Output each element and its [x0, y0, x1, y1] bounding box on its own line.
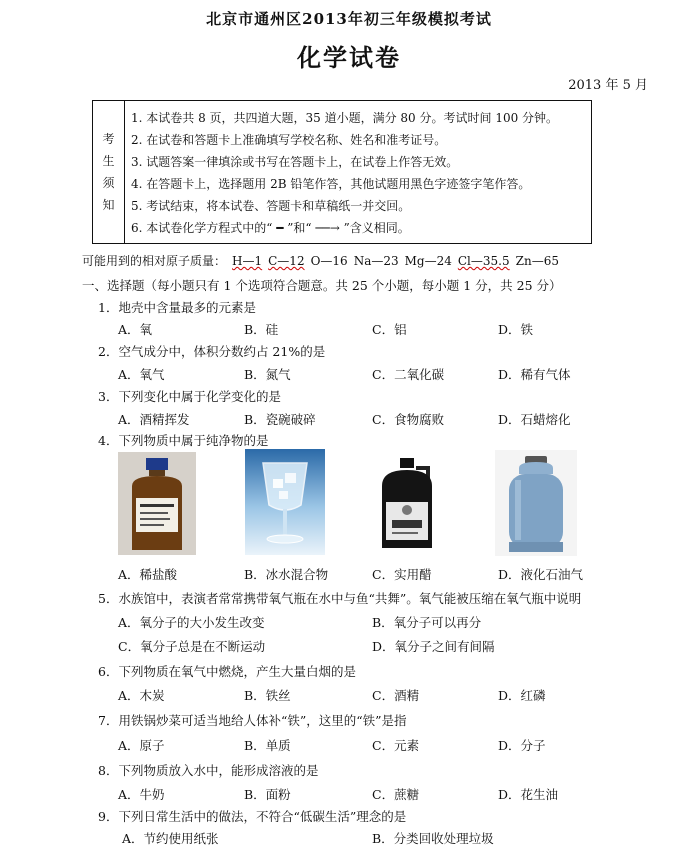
notice-item: 2. 在试卷和答题卡上准确填写学校名称、姓名和准考证号。 [131, 133, 447, 147]
question-stem: 4．下列物质中属于纯净物的是 [98, 433, 269, 448]
notice-items [131, 107, 558, 239]
question-stem: 5．水族馆中，表演者常常携带氧气瓶在水中与鱼“共舞”。氧气能被压缩在氧气瓶中说明 [98, 591, 582, 606]
exam-date: 2013 年 5 月 [568, 78, 648, 93]
option: C．酒精 [372, 688, 420, 703]
option: C．氧分子总是在不断运动 [118, 639, 266, 654]
element-mass: C—12 [268, 254, 305, 268]
question-stem: 7．用铁锅炒菜可适当地给人体补“铁”，这里的“铁”是指 [98, 713, 407, 728]
option: B．硅 [244, 322, 279, 337]
lpg-cylinder-image [495, 450, 577, 556]
option: D．红磷 [498, 688, 546, 703]
option: B．分类回收处理垃圾 [372, 831, 494, 846]
notice-label-char: 生 [102, 154, 115, 168]
option: B．瓷碗破碎 [244, 412, 316, 427]
question-stem: 2．空气成分中，体积分数约占 21%的是 [98, 344, 326, 359]
option: D．氧分子之间有间隔 [372, 639, 495, 654]
element-mass: O—16 [310, 254, 348, 268]
option: D．铁 [498, 322, 534, 337]
notice-box [92, 100, 592, 244]
option: C．元素 [372, 738, 420, 753]
notice-item: 5. 考试结束，将本试卷、答题卡和草稿纸一并交回。 [131, 199, 411, 213]
option: C．二氧化碳 [372, 367, 445, 382]
atomic-masses [82, 252, 559, 269]
option: D．花生油 [498, 787, 559, 802]
question-stem: 9．下列日常生活中的做法，不符合“低碳生活”理念的是 [98, 809, 407, 824]
notice-label-char: 考 [102, 132, 115, 146]
option: A．氧分子的大小发生改变 [118, 615, 265, 630]
question-stem: 6．下列物质在氧气中燃烧，产生大量白烟的是 [98, 664, 356, 679]
option: C．食物腐败 [372, 412, 445, 427]
option: A．木炭 [118, 688, 165, 703]
option: A．氧气 [118, 367, 165, 382]
vinegar-bottle-image [370, 452, 448, 555]
option: A．氧 [118, 322, 153, 337]
element-mass: H—1 [232, 254, 263, 268]
option: B．氧分子可以再分 [372, 615, 482, 630]
option: A．节约使用纸张 [122, 831, 219, 846]
option: A．稀盐酸 [118, 567, 178, 582]
option: B．单质 [244, 738, 291, 753]
option: C．蔗糖 [372, 787, 420, 802]
option: A．原子 [118, 738, 165, 753]
element-mass: Zn—65 [515, 254, 559, 268]
hydrochloric-acid-bottle-image [118, 452, 196, 555]
option: B．面粉 [244, 787, 291, 802]
element-mass: Cl—35.5 [457, 254, 510, 268]
page-title: 化学试卷 [297, 43, 401, 72]
option: C．铝 [372, 322, 407, 337]
option: A．酒精挥发 [118, 412, 190, 427]
element-mass: Na—23 [353, 254, 399, 268]
exam-header: 北京市通州区2013年初三年级模拟考试 [206, 10, 492, 28]
notice-item: 4. 在答题卡上，选择题用 2B 铅笔作答，其他试题用黑色字迹签字笔作答。 [131, 177, 531, 191]
option: D．分子 [498, 738, 546, 753]
notice-item: 3. 试题答案一律填涂或书写在答题卡上，在试卷上作答无效。 [131, 155, 459, 169]
notice-item: 6. 本试卷化学方程式中的“ ━ ”和“ ──→ ”含义相同。 [131, 221, 410, 235]
option: B．氮气 [244, 367, 291, 382]
atomic-masses-label: 可能用到的相对原子质量： [82, 254, 227, 268]
notice-label-char: 知 [102, 198, 115, 212]
option: C．实用醋 [372, 567, 432, 582]
option: A．牛奶 [118, 787, 165, 802]
ice-water-glass-image [245, 449, 325, 555]
question-stem: 8．下列物质放入水中，能形成溶液的是 [98, 763, 319, 778]
option: B．冰水混合物 [244, 567, 329, 582]
question-stem: 1．地壳中含量最多的元素是 [98, 300, 256, 315]
element-mass: Mg—24 [404, 254, 452, 268]
option: B．铁丝 [244, 688, 291, 703]
option: D．稀有气体 [498, 367, 571, 382]
notice-item: 1. 本试卷共 8 页，共四道大题，35 道小题，满分 80 分。考试时间 100 分钟。 [131, 111, 559, 125]
option: D．石蜡熔化 [498, 412, 571, 427]
option: D．液化石油气 [498, 567, 584, 582]
notice-label [93, 101, 125, 243]
section-heading: 一、选择题（每小题只有 1 个选项符合题意。共 25 个小题，每小题 1 分，共 25 分） [82, 278, 562, 293]
notice-label-char: 须 [102, 176, 115, 190]
question-stem: 3．下列变化中属于化学变化的是 [98, 389, 281, 404]
